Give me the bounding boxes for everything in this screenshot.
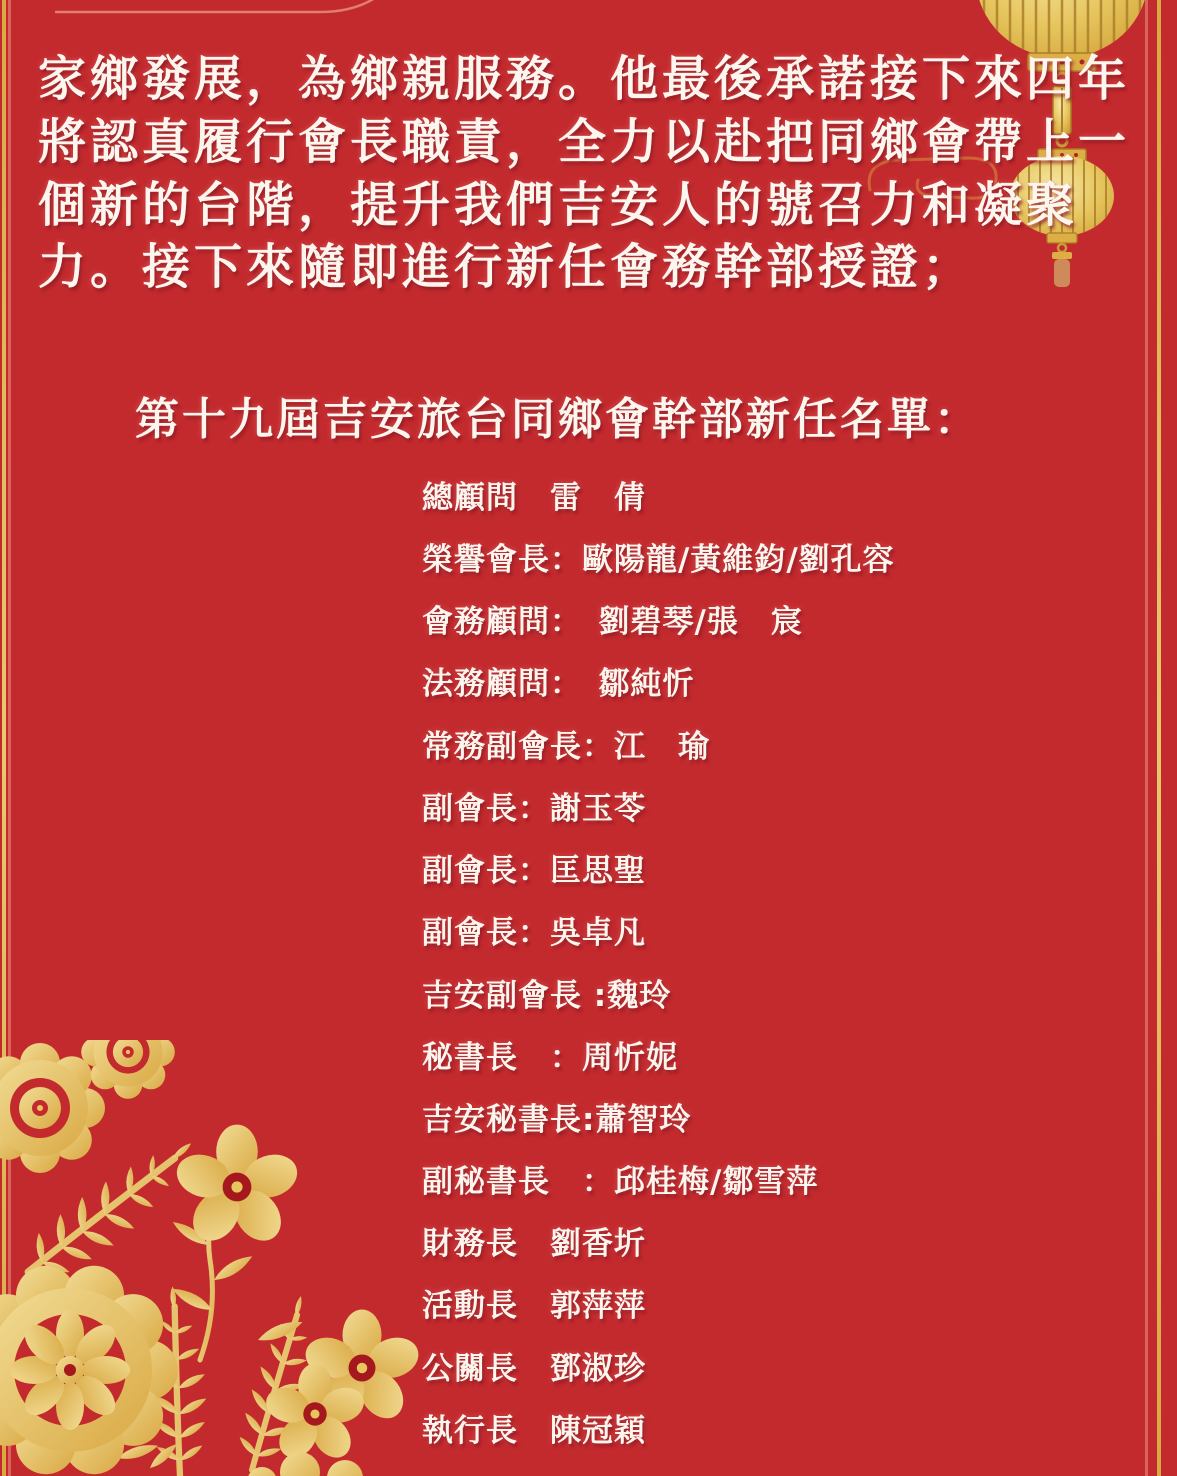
paragraph-line: 將認真履行會長職責，全力以赴把同鄉會帶上一 bbox=[38, 114, 1131, 170]
top-frame-curve bbox=[0, 0, 420, 20]
roster-line: 總顧問 雷 倩 bbox=[422, 480, 646, 516]
roster-line: 副會長：吳卓凡 bbox=[422, 915, 646, 951]
roster-line: 執行長 陳冠穎 bbox=[422, 1413, 646, 1449]
roster-line: 吉安副會長 :魏玲 bbox=[422, 978, 672, 1014]
roster-line: 副會長：謝玉苓 bbox=[422, 791, 646, 827]
roster-line: 活動長 郭萍萍 bbox=[422, 1288, 646, 1324]
roster-line: 公關長 鄧淑珍 bbox=[422, 1351, 646, 1387]
roster-line: 副會長：匡思聖 bbox=[422, 853, 646, 889]
roster-line: 會務顧問： 劉碧琴/張 宸 bbox=[422, 604, 803, 640]
roster-line: 副秘書長 ：邱桂梅/鄒雪萍 bbox=[422, 1164, 819, 1200]
paragraph-line: 家鄉發展，為鄉親服務。他最後承諾接下來四年 bbox=[38, 51, 1131, 107]
roster-line: 法務顧問： 鄒純忻 bbox=[422, 666, 695, 702]
roster-line: 財務長 劉香圻 bbox=[422, 1226, 646, 1262]
roster-line: 榮譽會長：歐陽龍/黃維鈞/劉孔容 bbox=[422, 542, 895, 578]
roster-line: 秘書長 ：周忻妮 bbox=[422, 1040, 678, 1076]
paragraph-line: 力。接下來隨即進行新任會務幹部授證； bbox=[38, 239, 975, 295]
roster-heading: 第十九屆吉安旅台同鄉會幹部新任名單： bbox=[135, 394, 981, 445]
roster-line: 常務副會長：江 瑜 bbox=[422, 729, 710, 765]
paragraph-line: 個新的台階，提升我們吉安人的號召力和凝聚 bbox=[38, 177, 1079, 233]
papercut-flower-icon bbox=[0, 1040, 440, 1476]
roster-line: 吉安秘書長:蕭智玲 bbox=[422, 1102, 692, 1138]
